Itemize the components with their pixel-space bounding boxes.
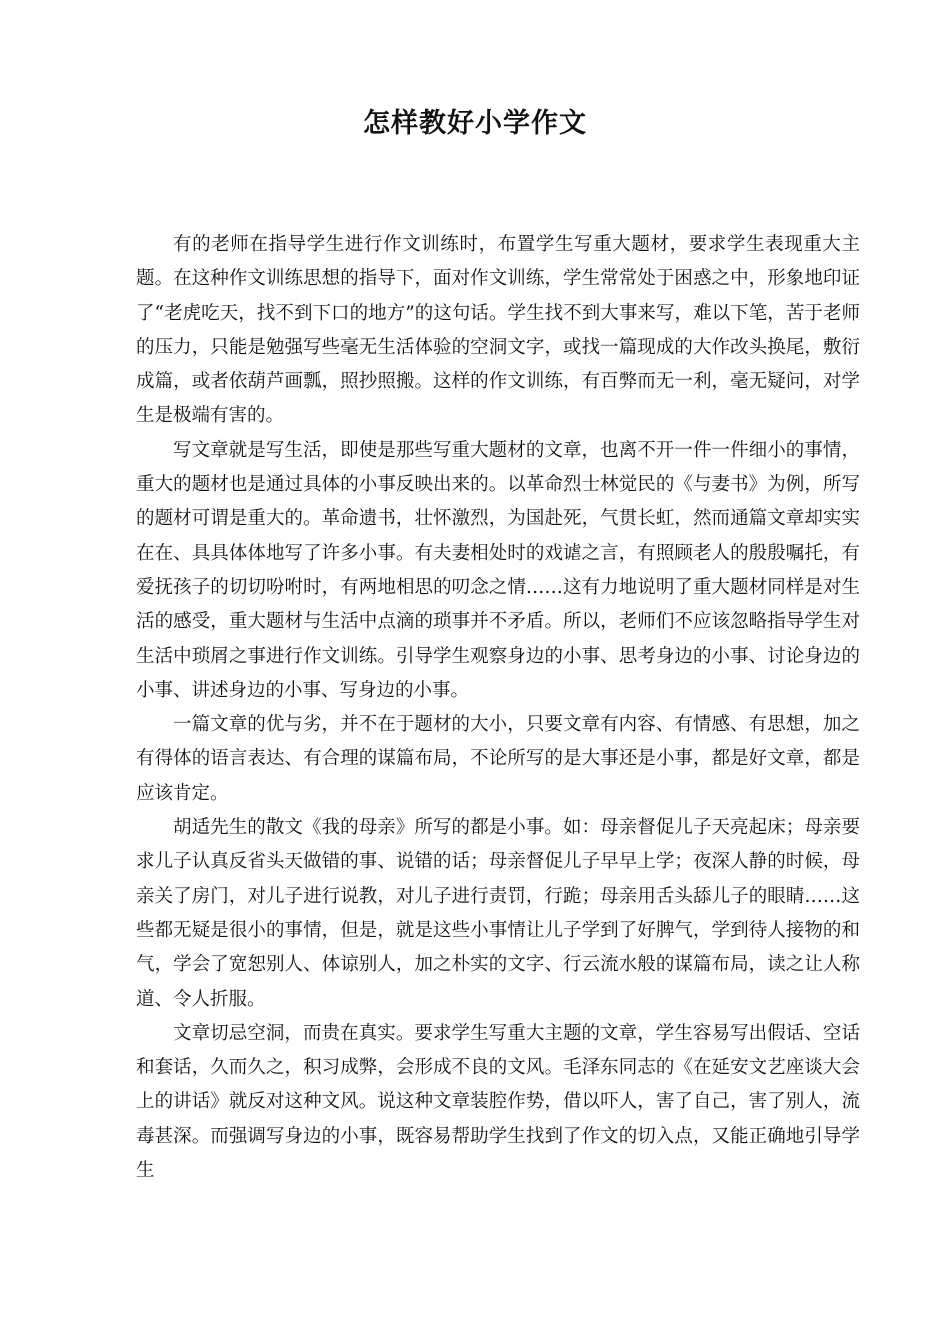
paragraph-2: 写文章就是写生活，即使是那些写重大题材的文章，也离不开一件一件细小的事情，重大的题材也是通过具体的小事反映出来的。以革命烈士林觉民的《与妻书》为例，所写的题材可谓是重大的。革命遗书，壮怀激烈，为国赴死，气贯长虹，然而通篇文章却实实在在、具具体体地写了许多小事。有夫妻相处时的戏谑之言，有照顾老人的殷殷嘱托，有爱抚孩子的切切吩咐时，有两地相思的叨念之情……这有力地说明了重大题材同样是对生活的感受，重大题材与生活中点滴的琐事并不矛盾。所以，老师们不应该忽略指导学生对生活中琐屑之事进行作文训练。引导学生观察身边的小事、思考身边的小事、讨论身边的小事、讲述身边的小事、写身边的小事。 — [136, 439, 860, 701]
paragraph-4: 胡适先生的散文《我的母亲》所写的都是小事。如：母亲督促儿子天亮起床；母亲要求儿子认真反省头天做错的事、说错的话；母亲督促儿子早早上学；夜深人静的时候，母亲关了房门，对儿子进行说教，对儿子进行责罚，行跪；母亲用舌头舔儿子的眼睛……这些都无疑是很小的事情，但是，就是这些小事情让儿子学到了好脾气，学到待人接物的和气，学会了宽恕别人、体谅别人，加之朴实的文字、行云流水般的谋篇布局，读之让人称道、令人折服。 — [136, 817, 860, 1010]
paragraph-3: 一篇文章的优与劣，并不在于题材的大小，只要文章有内容、有情感、有思想，加之有得体的语言表达、有合理的谋篇布局，不论所写的是大事还是小事，都是好文章，都是应该肯定。 — [136, 714, 860, 804]
paragraph-5: 文章切忌空洞，而贵在真实。要求学生写重大主题的文章，学生容易写出假话、空话和套话，久而久之，积习成弊，会形成不良的文风。毛泽东同志的《在延安文艺座谈大会上的讲话》就反对这种文风。说这种文章装腔作势，借以吓人，害了自己，害了别人，流毒甚深。而强调写身边的小事，既容易帮助学生找到了作文的切入点，又能正确地引导学生 — [136, 1022, 860, 1182]
document-body — [136, 228, 860, 1188]
paragraph-1: 有的老师在指导学生进行作文训练时，布置学生写重大题材，要求学生表现重大主题。在这种作文训练思想的指导下，面对作文训练，学生常常处于困惑之中，形象地印证了“老虎吃天，找不到下口的地方”的这句话。学生找不到大事来写，难以下笔，苦于老师的压力，只能是勉强写些毫无生活体验的空洞文字，或找一篇现成的大作改头换尾，敷衍成篇，或者依葫芦画瓢，照抄照搬。这样的作文训练，有百弊而无一利，毫无疑问，对学生是极端有害的。 — [136, 234, 860, 427]
document-title: 怎样教好小学作文 — [363, 108, 587, 139]
